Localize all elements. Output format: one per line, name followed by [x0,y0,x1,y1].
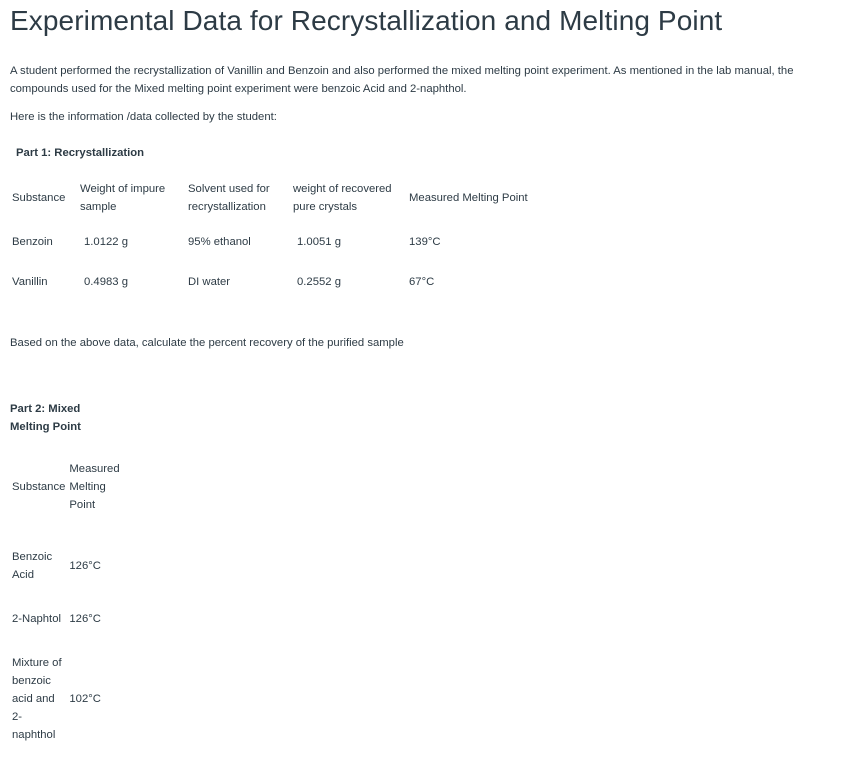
page-title: Experimental Data for Recrystallization and Melting Point [10,5,723,36]
cell-weight-recovered: 1.0051 g [297,236,341,248]
header-melting-point-label: Measured Melting Point [69,463,120,511]
cell-weight-impure: 0.4983 g [84,276,128,288]
cell-weight-impure: 1.0122 g [84,236,128,248]
cell-substance-label: Benzoic Acid [12,551,53,581]
table-header-row [10,440,119,534]
table-row [10,534,119,596]
cell-substance: Vanillin [12,276,48,288]
header-substance: Substance [12,192,66,204]
part2-section [10,400,86,436]
cell-substance [10,534,67,596]
table-header-row [10,172,534,222]
table-row [10,640,119,756]
header-weight-impure-label: Weight of impure sample [80,183,166,213]
header-weight-impure [78,172,186,222]
cell-substance: Benzoin [12,236,53,248]
cell-substance [10,640,67,756]
header-weight-recovered [291,172,407,222]
cell-solvent: 95% ethanol [188,236,251,248]
header-melting-point: Measured Melting Point [409,192,528,204]
header-solvent-label: Solvent used for recrystallization [188,183,270,213]
cell-substance-label: Mixture of benzoic acid and 2-naphthol [12,657,62,741]
header-weight-recovered-label: weight of recovered pure crystals [293,183,392,213]
cell-substance: 2-Naphtol [12,613,61,625]
header-solvent [186,172,291,222]
header-substance: Substance [12,481,66,493]
mixed-melting-table [10,440,119,756]
cell-solvent: DI water [188,276,231,288]
cell-melting-point: 139°C [409,236,441,248]
part1-section [10,144,867,162]
intro-paragraph: A student performed the recrystallization of Vanillin and Benzoin and also performed the mixed melting point experiment. As mentioned in the lab manual, the compounds used for the Mixed melting point experiment were benzoic Acid and 2-naphthol. [10,65,794,95]
header-melting-point [67,440,119,534]
part1-title: Part 1: Recrystallization [16,147,145,159]
table-row [10,262,534,302]
cell-melting-point: 67°C [409,276,435,288]
part2-title: Part 2: Mixed Melting Point [10,403,81,433]
cell-melting-point: 102°C [69,693,101,705]
info-paragraph: Here is the information /data collected by the student: [10,111,277,123]
question-text: Based on the above data, calculate the percent recovery of the purified sample [10,337,404,349]
table-row [10,222,534,262]
table-row [10,596,119,640]
cell-melting-point: 126°C [69,613,101,625]
cell-melting-point: 126°C [69,560,101,572]
cell-weight-recovered: 0.2552 g [297,276,341,288]
recrystallization-table [10,172,534,302]
